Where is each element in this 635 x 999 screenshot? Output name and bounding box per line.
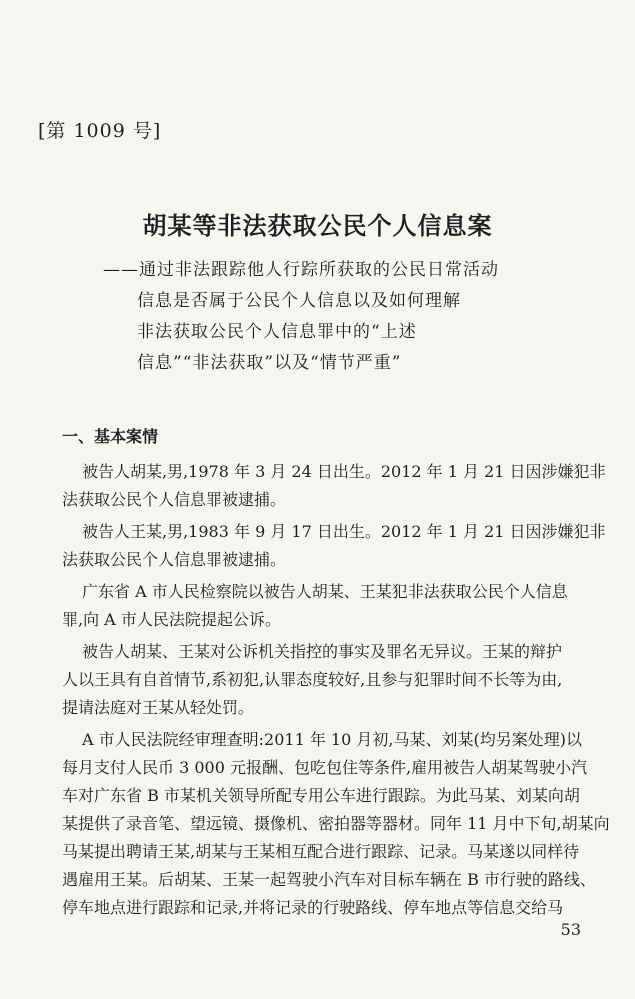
subtitle-line: 信息”“非法获取”以及“情节严重” <box>137 353 402 373</box>
subtitle-line: ——通过非法跟踪他人行踪所获取的公民日常活动 <box>103 260 499 280</box>
text-line: 广东省 A 市人民检察院以被告人胡某、王某犯非法获取公民个人信息 <box>82 582 568 601</box>
paragraph <box>62 726 610 922</box>
text-line: 停车地点进行跟踪和记录,并将记录的行驶路线、停车地点等信息交给马 <box>62 898 564 917</box>
document-title: 胡某等非法获取公民个人信息案 <box>142 211 493 240</box>
text-line: 每月支付人民币 3 000 元报酬、包吃包住等条件,雇用被告人胡某驾驶小汽 <box>62 758 588 777</box>
text-line: 罪,向 A 市人民法院提起公诉。 <box>62 610 281 629</box>
paragraph <box>62 578 580 634</box>
paragraph <box>62 518 606 574</box>
text-line: A 市人民法院经审理查明:2011 年 10 月初,马某、刘某(均另案处理)以 <box>82 730 582 749</box>
section-heading: 一、基本案情 <box>62 427 159 446</box>
page-number: 53 <box>560 920 581 939</box>
body-text <box>62 458 610 926</box>
text-line: 被告人王某,男,1983 年 9 月 17 日出生。2012 年 1 月 21 日因涉嫌犯非 <box>82 522 606 541</box>
subtitle-line: 信息是否属于公民个人信息以及如何理解 <box>137 291 461 311</box>
text-line: 法获取公民个人信息罪被逮捕。 <box>62 490 287 509</box>
text-line: 马某提出聘请王某,胡某与王某相互配合进行跟踪、记录。马某遂以同样待 <box>62 842 580 861</box>
text-line: 被告人胡某、王某对公诉机关指控的事实及罪名无异议。王某的辩护 <box>82 642 563 661</box>
case-number: [第 1009 号] <box>38 120 162 142</box>
text-line: 遇雇用王某。后胡某、王某一起驾驶小汽车对目标车辆在 B 市行驶的路线、 <box>62 870 596 889</box>
text-line: 被告人胡某,男,1978 年 3 月 24 日出生。2012 年 1 月 21 日因涉嫌犯非 <box>82 462 606 481</box>
paragraph <box>62 458 606 514</box>
paragraph <box>62 638 580 722</box>
text-line: 提请法庭对王某从轻处罚。 <box>62 698 255 717</box>
text-line: 车对广东省 B 市某机关领导所配专用公车进行跟踪。为此马某、刘某向胡 <box>62 786 580 805</box>
subtitle-line: 非法获取公民个人信息罪中的“上述 <box>137 322 417 342</box>
text-line: 人以王具有自首情节,系初犯,认罪态度较好,且参与犯罪时间不长等为由, <box>62 670 563 689</box>
text-line: 法获取公民个人信息罪被逮捕。 <box>62 550 287 569</box>
text-line: 某提供了录音笔、望远镜、摄像机、密拍器等器材。同年 11 月中下旬,胡某向 <box>62 814 610 833</box>
document-subtitle <box>103 255 573 379</box>
